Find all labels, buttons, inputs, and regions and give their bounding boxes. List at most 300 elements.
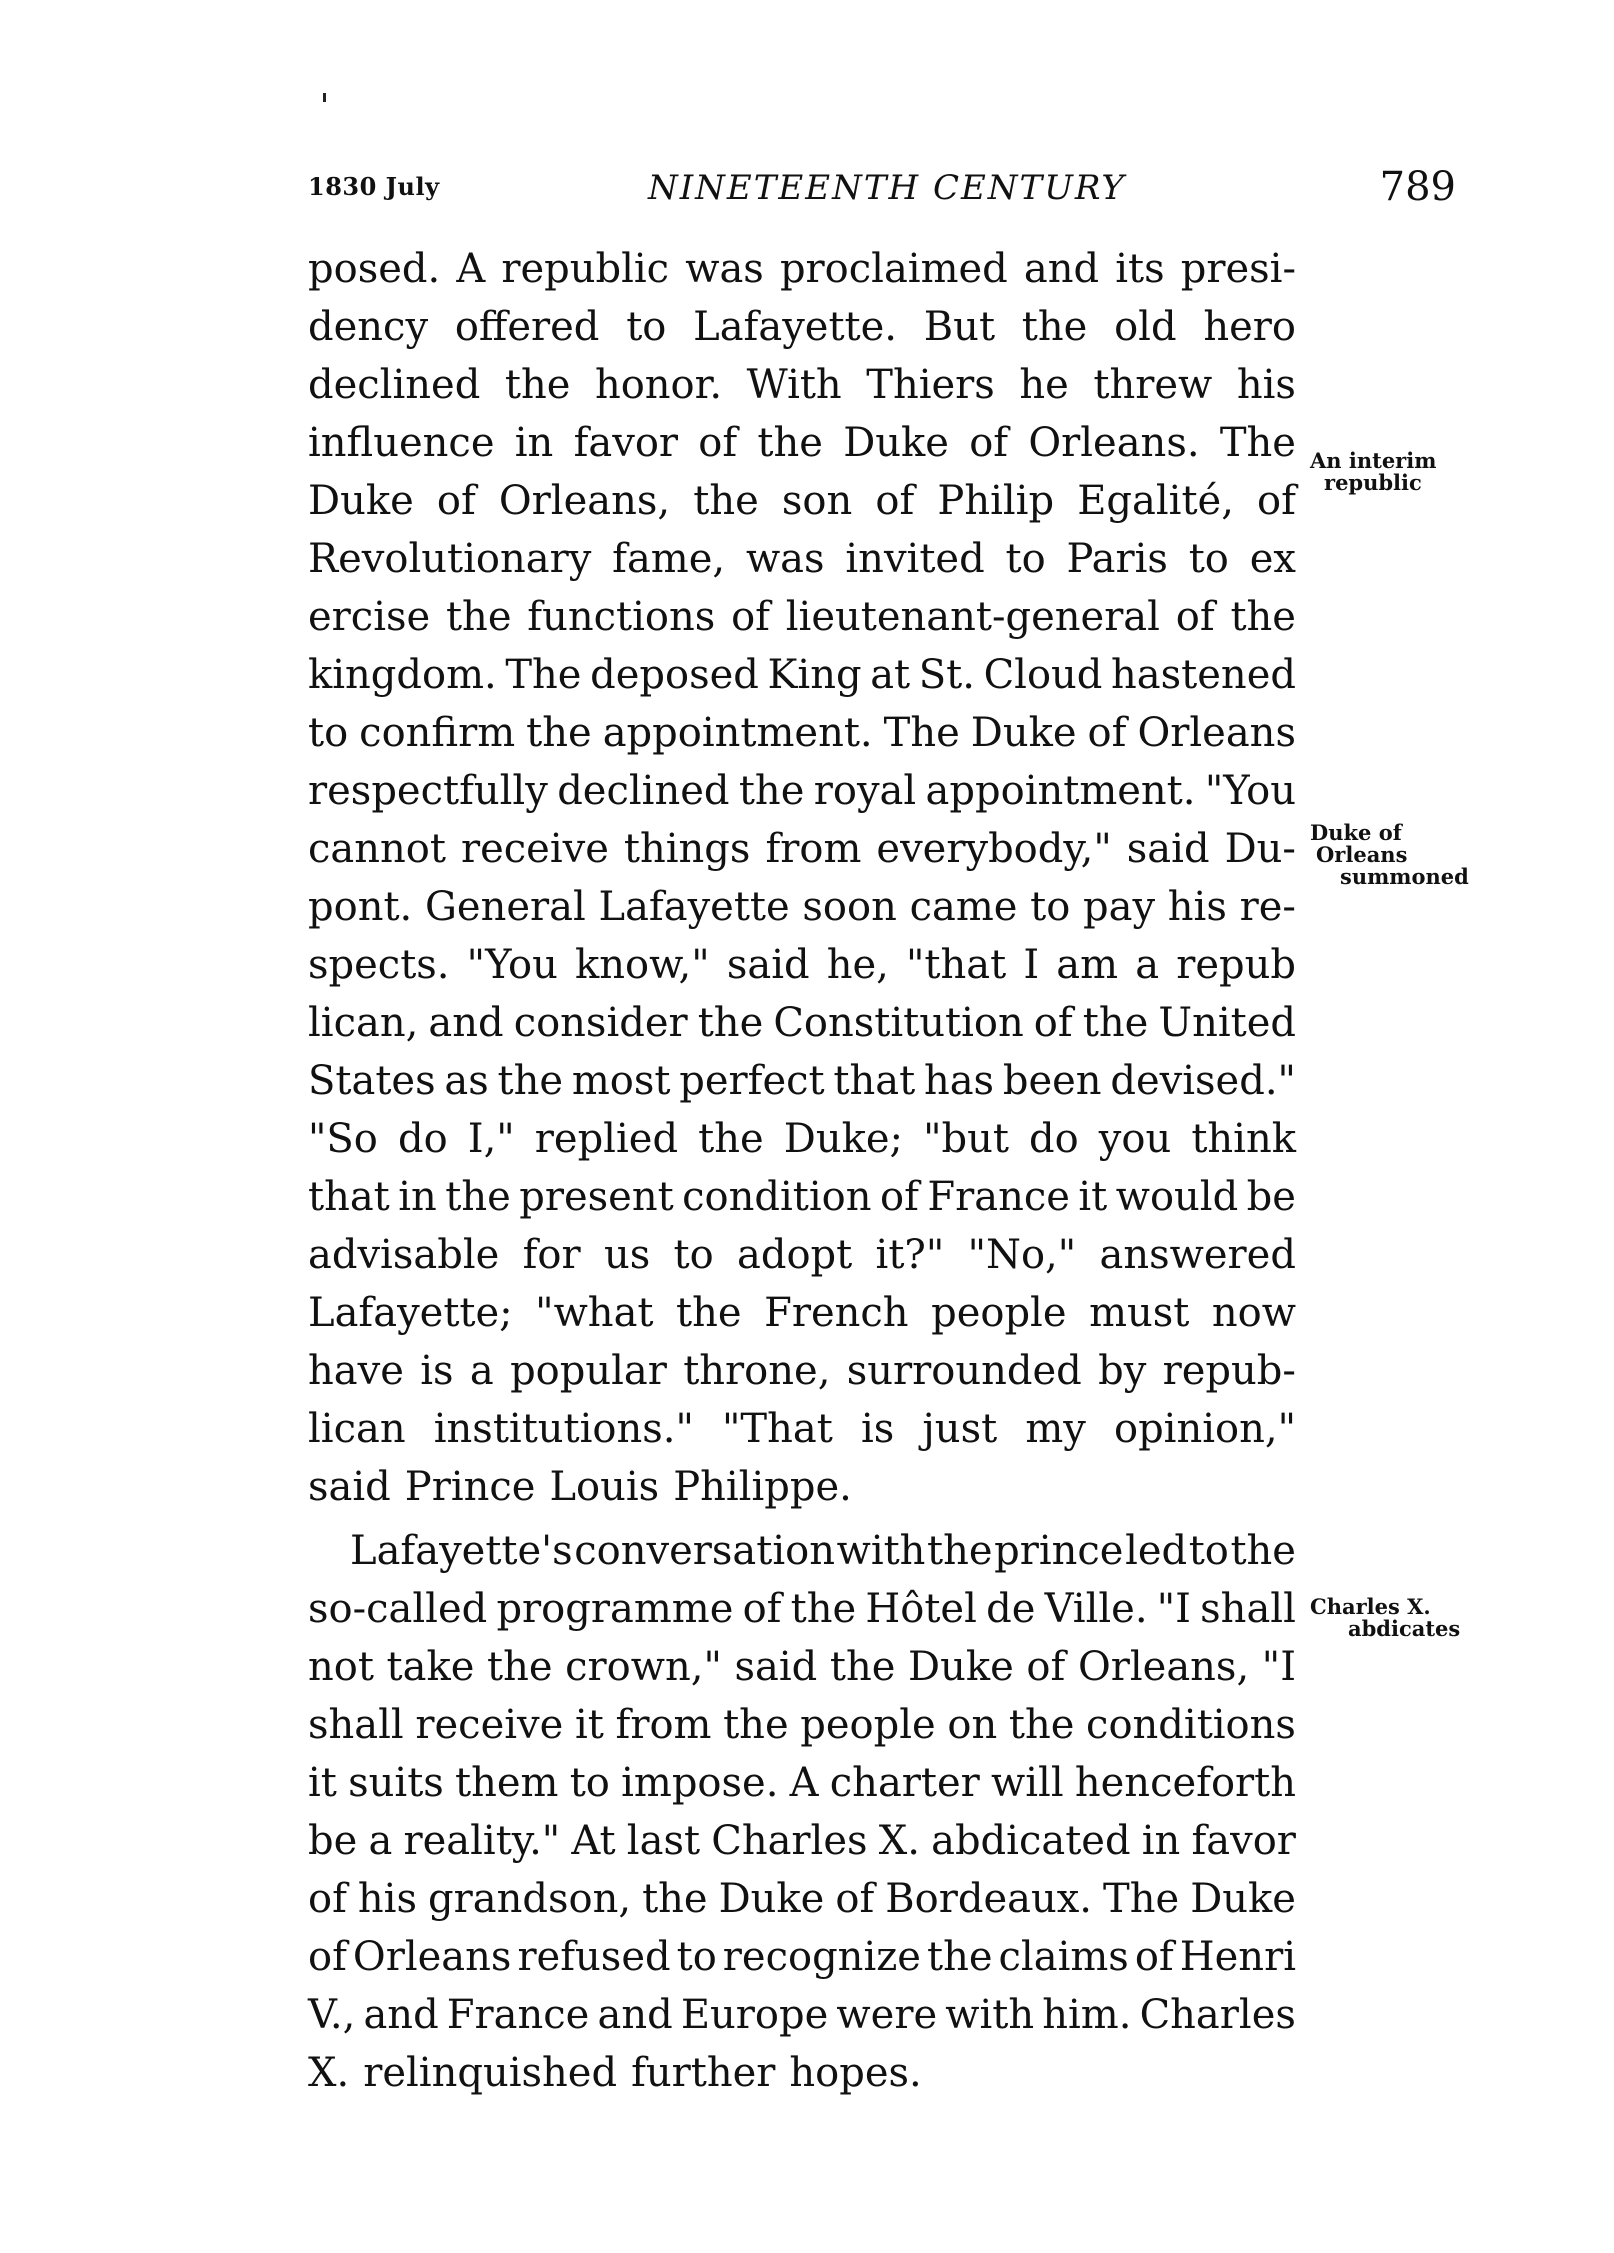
word: confirm xyxy=(359,710,516,756)
word: influence xyxy=(308,420,495,466)
text-line xyxy=(308,298,1296,356)
word: of xyxy=(1175,594,1215,640)
word: of xyxy=(1087,710,1127,756)
word: the xyxy=(445,1174,511,1220)
word: of xyxy=(875,478,915,524)
word: for xyxy=(522,1232,581,1278)
word: the xyxy=(697,1000,764,1046)
word: Charles xyxy=(711,1818,868,1864)
word: programme xyxy=(496,1586,734,1632)
word: of xyxy=(742,1586,782,1632)
word: to xyxy=(308,710,349,756)
word: claims xyxy=(998,1934,1129,1980)
word: "You xyxy=(466,942,558,988)
page-header xyxy=(308,164,1456,218)
word: from xyxy=(615,1702,712,1748)
word: came xyxy=(909,884,1018,930)
word: Cloud xyxy=(983,652,1103,698)
text-line xyxy=(308,1284,1296,1342)
word: surrounded xyxy=(846,1348,1082,1394)
word: ercise xyxy=(308,594,431,640)
word: conversation xyxy=(574,1528,835,1574)
word: shall xyxy=(308,1702,404,1748)
word: to xyxy=(1188,536,1229,582)
word: Prince xyxy=(404,1464,536,1510)
margin-note-line: Charles X. xyxy=(1310,1594,1431,1619)
word: Ville. xyxy=(1044,1586,1148,1632)
word: Lafayette's xyxy=(350,1528,573,1574)
word: son xyxy=(781,478,853,524)
word: of xyxy=(1134,1934,1174,1980)
ink-mark xyxy=(323,93,326,102)
word: devised." xyxy=(1110,1058,1296,1104)
margin-note-duke-summoned xyxy=(1310,822,1469,888)
word: Charles xyxy=(1139,1992,1296,2038)
word: favor xyxy=(573,420,679,466)
word: last xyxy=(626,1818,701,1864)
word: declined xyxy=(557,768,730,814)
word: The xyxy=(1219,420,1296,466)
word: of xyxy=(835,1876,875,1922)
word: "that xyxy=(906,942,1007,988)
word: Orleans, xyxy=(1077,1644,1250,1690)
word: in xyxy=(398,1174,437,1220)
margin-note-line: An interim xyxy=(1310,448,1437,473)
word: grandson, xyxy=(428,1876,632,1922)
word: I xyxy=(1023,942,1040,988)
word: not xyxy=(308,1644,374,1690)
text-line xyxy=(308,1110,1296,1168)
text-line xyxy=(308,1928,1296,1986)
page-number: 789 xyxy=(1379,164,1456,210)
word: that xyxy=(308,1174,390,1220)
word: have xyxy=(308,1348,404,1394)
word: consider xyxy=(513,1000,688,1046)
word: of xyxy=(436,478,476,524)
word: it?" xyxy=(875,1232,945,1278)
word: repub xyxy=(1176,942,1296,988)
word: he, xyxy=(826,942,889,988)
word: condition xyxy=(682,1174,872,1220)
word: reality." xyxy=(403,1818,561,1864)
word: "That xyxy=(722,1406,833,1452)
word: been xyxy=(1002,1058,1102,1104)
word: a xyxy=(1135,942,1160,988)
word: Constitution xyxy=(773,1000,1024,1046)
word: you xyxy=(1098,1116,1172,1162)
word: do xyxy=(397,1116,448,1162)
word: receive xyxy=(415,1702,564,1748)
word: from xyxy=(765,826,862,872)
text-line xyxy=(308,1522,1296,1580)
word: kingdom. xyxy=(308,652,497,698)
word: invited xyxy=(845,536,985,582)
word: with xyxy=(945,1992,1035,2038)
word: posed. xyxy=(308,246,441,292)
word: Hôtel xyxy=(865,1586,977,1632)
text-line xyxy=(308,646,1296,704)
text-line xyxy=(308,1052,1296,1110)
text-line xyxy=(308,1168,1296,1226)
word: think xyxy=(1191,1116,1296,1162)
text-line xyxy=(308,1696,1296,1754)
word: adopt xyxy=(737,1232,853,1278)
text-line xyxy=(308,1226,1296,1284)
word: St. xyxy=(918,652,975,698)
word: Henri xyxy=(1179,1934,1296,1980)
text-line xyxy=(308,936,1296,994)
text-line xyxy=(308,994,1296,1052)
word: the xyxy=(445,594,512,640)
word: perfect xyxy=(679,1058,825,1104)
word: With xyxy=(746,362,842,408)
text-line xyxy=(308,878,1296,936)
text-line xyxy=(308,1342,1296,1400)
word: republic xyxy=(501,246,670,292)
word: of xyxy=(1257,478,1296,524)
word: Egalité, xyxy=(1077,478,1234,524)
word: X. xyxy=(878,1818,920,1864)
word: offered xyxy=(454,304,600,350)
word: hero xyxy=(1203,304,1296,350)
margin-note-line: republic xyxy=(1324,470,1422,495)
word: pont. xyxy=(308,884,413,930)
word: The xyxy=(505,652,582,698)
word: Duke xyxy=(308,478,414,524)
word: I," xyxy=(467,1116,515,1162)
text-line xyxy=(308,704,1296,762)
text-line xyxy=(308,1580,1296,1638)
word: charter xyxy=(829,1760,980,1806)
word: the xyxy=(1230,1528,1296,1574)
word: the xyxy=(927,1934,993,1980)
word: things xyxy=(623,826,751,872)
word: his xyxy=(1167,884,1227,930)
text-line xyxy=(308,414,1296,472)
word: crown," xyxy=(565,1644,722,1690)
word: them xyxy=(455,1760,559,1806)
word: Duke xyxy=(908,1644,1014,1690)
word: so-called xyxy=(308,1586,488,1632)
word: dency xyxy=(308,304,429,350)
word: in xyxy=(514,420,554,466)
word: of xyxy=(731,594,770,640)
word: lieutenant-general xyxy=(785,594,1160,640)
margin-note-line: Orleans xyxy=(1316,842,1408,867)
word: the xyxy=(504,362,571,408)
word: must xyxy=(1089,1290,1190,1336)
word: most xyxy=(571,1058,671,1104)
text-line xyxy=(308,1754,1296,1812)
word: lican, xyxy=(308,1000,419,1046)
word: Lafayette; xyxy=(308,1290,513,1336)
word: as xyxy=(444,1058,489,1104)
word: the xyxy=(526,710,592,756)
word: French xyxy=(764,1290,909,1336)
word: old xyxy=(1114,304,1177,350)
word: the xyxy=(487,1644,553,1690)
text-line xyxy=(308,588,1296,646)
word: Orleans, xyxy=(498,478,671,524)
word: Duke; xyxy=(783,1116,903,1162)
word: the xyxy=(1021,304,1088,350)
margin-note-interim-republic xyxy=(1310,450,1436,494)
word: the xyxy=(497,1058,564,1104)
word: receive xyxy=(460,826,609,872)
word: of xyxy=(1033,1000,1073,1046)
word: honor. xyxy=(594,362,723,408)
word: "but xyxy=(923,1116,1009,1162)
word: the xyxy=(927,1528,993,1574)
word: Thiers xyxy=(866,362,995,408)
word: a xyxy=(368,1818,393,1864)
word: just xyxy=(922,1406,998,1452)
text-line xyxy=(308,240,1296,298)
word: ex xyxy=(1249,536,1296,582)
word: Duke xyxy=(843,420,949,466)
word: his xyxy=(357,1876,417,1922)
word: advisable xyxy=(308,1232,500,1278)
body-text xyxy=(308,240,1296,2102)
word: in xyxy=(1141,1818,1181,1864)
word: Bordeaux. xyxy=(885,1876,1093,1922)
margin-note-line: summoned xyxy=(1340,864,1469,889)
word: refused xyxy=(517,1934,671,1980)
word: and xyxy=(363,1992,439,2038)
word: shall xyxy=(1200,1586,1296,1632)
word: Paris xyxy=(1066,536,1168,582)
word: said xyxy=(1126,826,1210,872)
word: France xyxy=(927,1174,1070,1220)
word: led xyxy=(1125,1528,1188,1574)
word: suits xyxy=(348,1760,444,1806)
word: hastened xyxy=(1111,652,1296,698)
word: deposed xyxy=(590,652,759,698)
word: to xyxy=(673,1232,714,1278)
word: be xyxy=(308,1818,358,1864)
word: a xyxy=(469,1348,494,1394)
word: the xyxy=(829,1644,896,1690)
text-line xyxy=(308,1986,1296,2044)
word: the xyxy=(698,1116,764,1162)
word: proclaimed xyxy=(779,246,1008,292)
word: answered xyxy=(1099,1232,1296,1278)
word: at xyxy=(870,652,911,698)
word: present xyxy=(519,1174,674,1220)
word: of xyxy=(308,1934,347,1980)
word: everybody," xyxy=(876,826,1112,872)
word: Revolutionary xyxy=(308,536,592,582)
word: appointment. xyxy=(602,710,873,756)
word: the xyxy=(723,1702,789,1748)
text-line xyxy=(308,762,1296,820)
word: the xyxy=(738,768,805,814)
word: my xyxy=(1025,1406,1086,1452)
text-line xyxy=(308,1870,1296,1928)
word: to xyxy=(626,304,667,350)
text-line xyxy=(308,1638,1296,1696)
word: would xyxy=(1115,1174,1239,1220)
word: and xyxy=(428,1000,504,1046)
word: "So xyxy=(308,1116,378,1162)
word: the xyxy=(693,478,759,524)
word: Orleans xyxy=(352,1934,512,1980)
word: Orleans xyxy=(1137,710,1296,756)
word: the xyxy=(757,420,823,466)
word: presi- xyxy=(1180,246,1296,292)
word: royal xyxy=(813,768,917,814)
word: his xyxy=(1236,362,1296,408)
word: was xyxy=(745,536,825,582)
text-line xyxy=(308,472,1296,530)
word: to xyxy=(1030,884,1071,930)
word: recognize xyxy=(722,1934,921,1980)
margin-note-charles-abdicates xyxy=(1310,1596,1460,1640)
word: cannot xyxy=(308,826,446,872)
word: Du- xyxy=(1224,826,1296,872)
word: henceforth xyxy=(1074,1760,1296,1806)
word: A xyxy=(456,246,486,292)
word: States xyxy=(308,1058,436,1104)
word: the xyxy=(1008,1702,1075,1748)
word: Philippe. xyxy=(673,1464,852,1510)
word: "You xyxy=(1204,768,1296,814)
word: pay xyxy=(1083,884,1156,930)
word: United xyxy=(1158,1000,1296,1046)
word: Duke xyxy=(1190,1876,1296,1922)
word: hopes. xyxy=(789,2050,922,2096)
word: X. xyxy=(308,2050,350,2096)
word: Lafayette. xyxy=(693,304,897,350)
running-title: NINETEENTH CENTURY xyxy=(648,168,1126,208)
word: relinquished xyxy=(363,2050,618,2096)
word: to xyxy=(569,1760,610,1806)
word: France xyxy=(446,1992,590,2038)
word: to xyxy=(1005,536,1046,582)
word: Orleans. xyxy=(1028,420,1200,466)
word: it xyxy=(574,1702,604,1748)
word: the xyxy=(676,1290,742,1336)
word: Lafayette xyxy=(598,884,790,930)
word: Europe xyxy=(680,1992,829,2038)
word: conditions xyxy=(1086,1702,1296,1748)
word: of xyxy=(698,420,738,466)
word: is xyxy=(860,1406,895,1452)
text-line xyxy=(308,356,1296,414)
text-line xyxy=(308,530,1296,588)
word: be xyxy=(1246,1174,1296,1220)
word: favor xyxy=(1191,1818,1296,1864)
word: "I xyxy=(1156,1586,1191,1632)
word: de xyxy=(986,1586,1036,1632)
word: will xyxy=(991,1760,1064,1806)
word: to xyxy=(1188,1528,1229,1574)
word: lican xyxy=(308,1406,406,1452)
margin-note-line: abdicates xyxy=(1348,1616,1461,1641)
word: institutions." xyxy=(433,1406,694,1452)
word: V., xyxy=(308,1992,356,2038)
text-line xyxy=(308,2044,1296,2102)
word: said xyxy=(308,1464,391,1510)
word: respectfully xyxy=(308,768,548,814)
word: of xyxy=(308,1876,347,1922)
word: is xyxy=(420,1348,454,1394)
word: the xyxy=(1082,1000,1149,1046)
word: by xyxy=(1098,1348,1147,1394)
word: appointment. xyxy=(925,768,1196,814)
word: King xyxy=(767,652,862,698)
word: repub- xyxy=(1162,1348,1296,1394)
word: the xyxy=(642,1876,708,1922)
word: declined xyxy=(308,362,481,408)
word: of xyxy=(879,1174,919,1220)
text-line xyxy=(308,1812,1296,1870)
word: At xyxy=(571,1818,616,1864)
word: Duke xyxy=(970,710,1077,756)
word: Duke xyxy=(718,1876,825,1922)
margin-note-line: Duke of xyxy=(1310,820,1402,845)
word: impose. xyxy=(621,1760,779,1806)
word: the xyxy=(790,1586,857,1632)
word: Philip xyxy=(937,478,1055,524)
word: Louis xyxy=(549,1464,660,1510)
word: fame, xyxy=(612,536,726,582)
text-line xyxy=(308,1400,1296,1458)
word: A xyxy=(789,1760,819,1806)
word: "what xyxy=(535,1290,654,1336)
word: do xyxy=(1029,1116,1079,1162)
word: The xyxy=(883,710,960,756)
word: the xyxy=(1230,594,1296,640)
text-line xyxy=(308,820,1296,878)
word: has xyxy=(923,1058,995,1104)
word: it xyxy=(1078,1174,1108,1220)
word: "No," xyxy=(967,1232,1077,1278)
word: know," xyxy=(574,942,710,988)
word: "I xyxy=(1261,1644,1296,1690)
word: further xyxy=(631,2050,776,2096)
word: people xyxy=(931,1290,1067,1336)
word: threw xyxy=(1093,362,1213,408)
word: of xyxy=(969,420,1009,466)
word: he xyxy=(1019,362,1069,408)
word: opinion," xyxy=(1113,1406,1296,1452)
word: that xyxy=(833,1058,916,1104)
word: popular xyxy=(510,1348,667,1394)
word: said xyxy=(726,942,810,988)
word: with xyxy=(836,1528,926,1574)
word: were xyxy=(836,1992,938,2038)
word: take xyxy=(386,1644,475,1690)
word: and xyxy=(597,1992,673,2038)
word: soon xyxy=(802,884,897,930)
word: The xyxy=(1103,1876,1180,1922)
word: re- xyxy=(1239,884,1296,930)
word: and xyxy=(1023,246,1100,292)
word: on xyxy=(947,1702,998,1748)
word: to xyxy=(676,1934,717,1980)
word: us xyxy=(603,1232,651,1278)
word: abdicated xyxy=(931,1818,1131,1864)
word: people xyxy=(800,1702,936,1748)
word: But xyxy=(923,304,996,350)
word: throne, xyxy=(683,1348,831,1394)
word: him. xyxy=(1042,1992,1132,2038)
word: replied xyxy=(534,1116,679,1162)
word: its xyxy=(1115,246,1165,292)
word: am xyxy=(1056,942,1119,988)
word: now xyxy=(1211,1290,1296,1336)
